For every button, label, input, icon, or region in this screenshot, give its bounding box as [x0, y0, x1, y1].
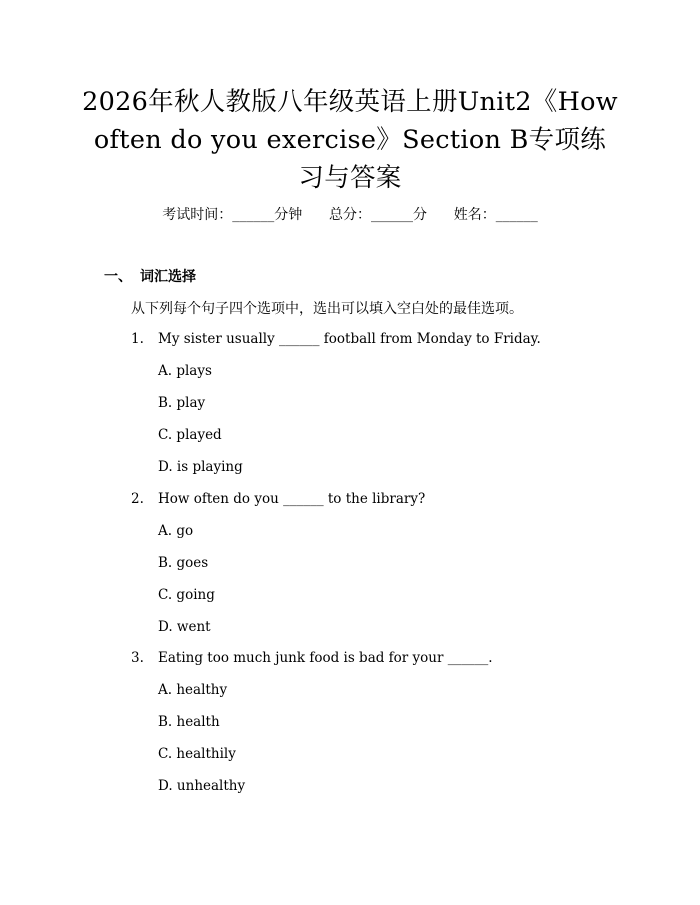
option: D. went [158, 619, 211, 635]
exam-total-score: 总分：______分 [329, 207, 427, 223]
question-text: My sister usually ______ football from Monday to Friday. [158, 331, 541, 347]
question-number: 2. [131, 491, 144, 507]
option: A. go [158, 523, 194, 539]
title-line-2: often do you exercise》Section B专项练 [93, 125, 607, 155]
option: B. health [158, 714, 220, 730]
section-number: 一、 [104, 269, 132, 285]
option: D. is playing [158, 459, 243, 475]
title-line-1: 2026年秋人教版八年级英语上册Unit2《How [82, 87, 618, 117]
option: A. plays [158, 363, 212, 379]
option: C. healthily [158, 746, 236, 762]
question-3 [131, 650, 493, 666]
option: D. unhealthy [158, 778, 246, 794]
question-number: 1. [131, 331, 144, 347]
question-number: 3. [131, 650, 144, 666]
section-title: 词汇选择 [140, 269, 196, 285]
option: C. going [158, 587, 215, 603]
option: B. play [158, 395, 206, 411]
question-text: Eating too much junk food is bad for your ______. [158, 650, 493, 666]
option: B. goes [158, 555, 209, 571]
question-2 [131, 491, 425, 507]
section-heading [104, 266, 196, 286]
exam-time: 考试时间：______分钟 [162, 207, 303, 223]
section-instruction: 从下列每个句子四个选项中，选出可以填入空白处的最佳选项。 [131, 301, 523, 317]
exam-meta [0, 204, 700, 224]
document-title [60, 83, 640, 197]
option: C. played [158, 427, 222, 443]
question-1 [131, 331, 541, 347]
option: A. healthy [158, 682, 228, 698]
title-line-3: 习与答案 [298, 163, 402, 193]
student-name: 姓名：______ [453, 207, 538, 223]
question-text: How often do you ______ to the library? [158, 491, 426, 507]
